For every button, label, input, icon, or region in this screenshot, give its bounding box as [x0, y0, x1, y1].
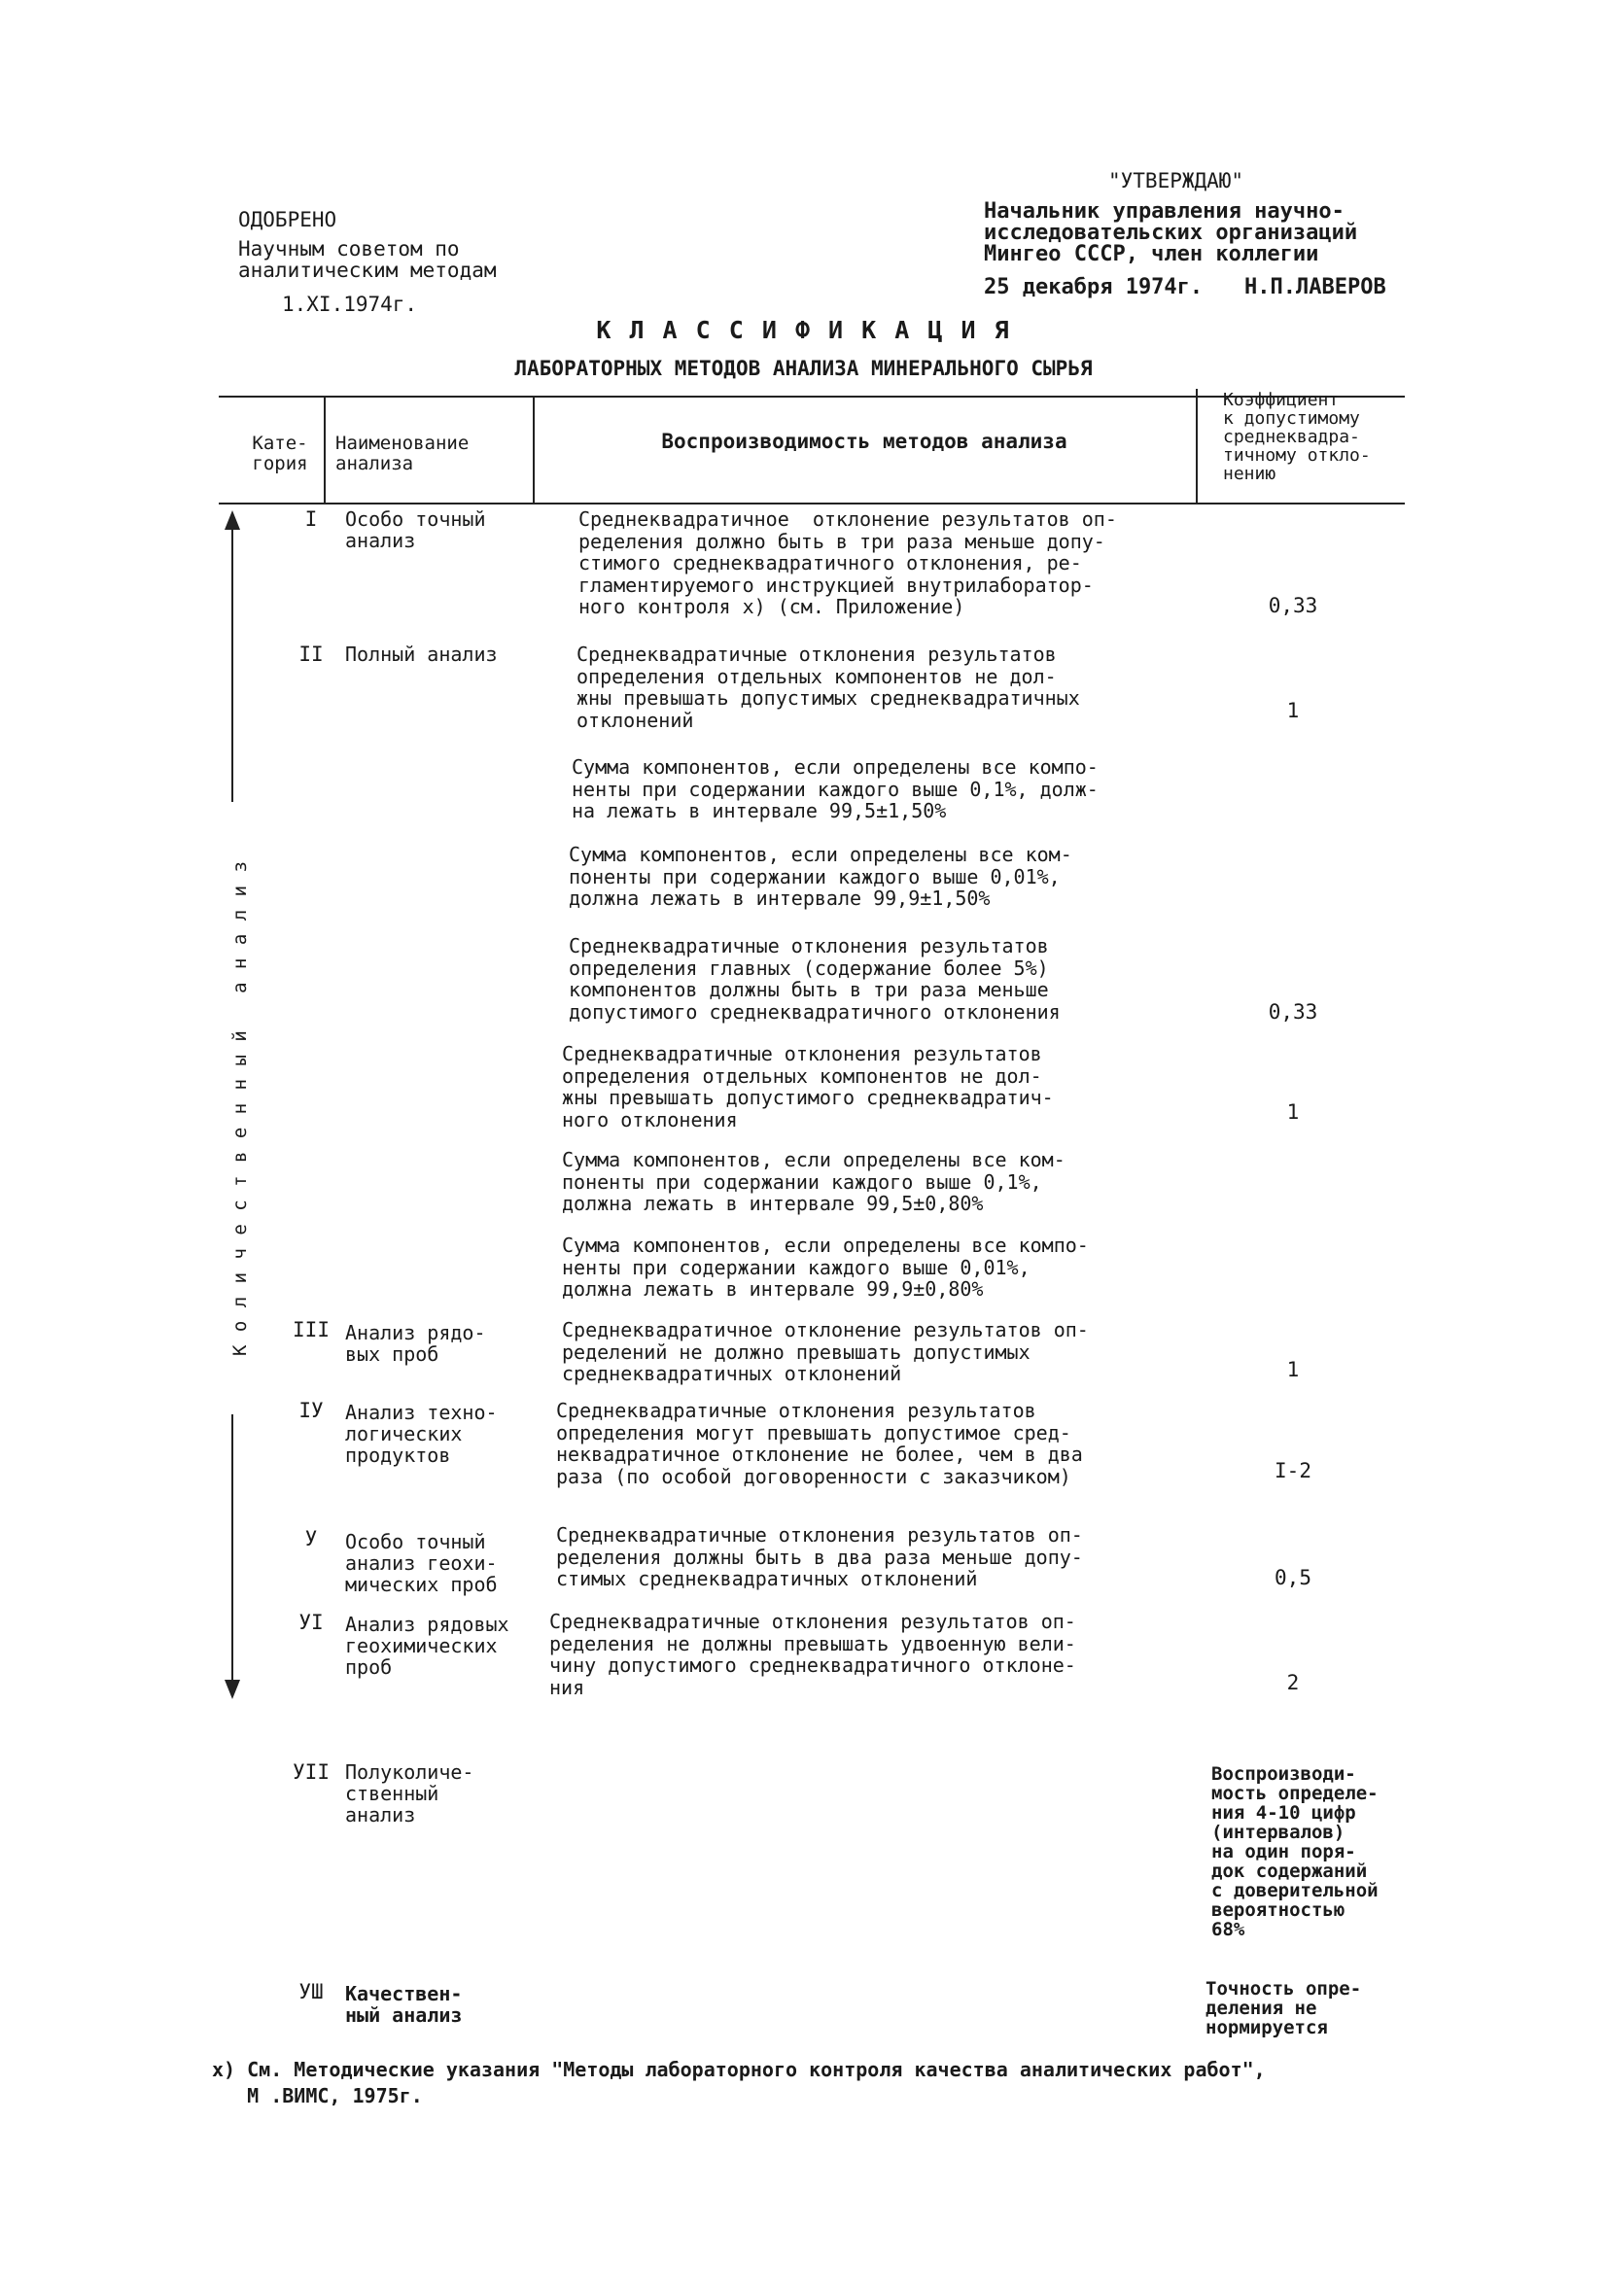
row-11-category: У	[304, 1527, 318, 1550]
row-4-text: Сумма компонентов, если определены все ком- поненты при содержании каждого выше 0,01%, должна лежать в интервале 99,9±1,50%	[569, 843, 1072, 910]
row-9-text: Среднеквадратичное отклонение результатов оп- ределений не должно превышать допустимых среднеквадратичных отклонений	[562, 1318, 1089, 1385]
row-10-coef: I-2	[1275, 1459, 1311, 1482]
row-12-name: Анализ рядовых геохимических проб	[345, 1613, 509, 1679]
row-12-category: УI	[298, 1611, 324, 1634]
bracket-line-upper	[231, 525, 233, 802]
approved-left-label: ОДОБРЕНО	[238, 208, 337, 231]
council-date: 1.ХI.1974г.	[282, 293, 418, 316]
row-12-text: Среднеквадратичные отклонения результатов оп- ределения не должны превышать удвоенную вели- чину допустимого среднеквадратичного отклоне- ния	[549, 1610, 1076, 1699]
row-7-text: Сумма компонентов, если определены все ком- поненты при содержании каждого выше 0,1%, должна лежать в интервале 99,5±0,80%	[562, 1148, 1066, 1215]
row-6-text: Среднеквадратичные отклонения результатов определения отдельных компонентов не дол- жны превышать допустимого среднеквадратич- ного отклонения	[562, 1042, 1054, 1131]
header-coefficient: Коэффициент к допустимому среднеквадра- тичному откло- нению	[1223, 390, 1371, 484]
side-label	[216, 836, 264, 1380]
row-10-text: Среднеквадратичные отклонения результатов определения могут превышать допустимое сред- неквадратичное отклонение не более, чем в два раза (по особой договоренности с заказчиком)	[556, 1399, 1083, 1488]
row-13-coef-text: Воспроизводи- мость определе- ния 4-10 цифр (интервалов) на один поря- док содержаний с доверительной вероятностью 68%	[1211, 1763, 1379, 1940]
row-1-coef: 0,33	[1268, 594, 1318, 617]
row-1-category: I	[304, 507, 318, 531]
col-divider-1	[324, 396, 326, 504]
footnote-line-1: x) См. Методические указания "Методы лабораторного контроля качества аналитических работ",	[212, 2058, 1266, 2081]
row-1-text: Среднеквадратичное отклонение результатов оп- ределения должно быть в три раза меньше допу- стимого среднеквадратичного отклонения, ре- гламентируемого инструкцией внутрилаборатор- ного контроля x) (см. Приложение)	[578, 507, 1117, 618]
footnote-line-2: М .ВИМС, 1975г.	[212, 2084, 423, 2107]
row-14-name: Качествен- ный анализ	[345, 1982, 463, 2027]
row-13-category: УII	[293, 1760, 330, 1784]
row-14-category: УШ	[298, 1980, 324, 2003]
bracket-line-lower	[231, 1414, 233, 1682]
row-11-coef: 0,5	[1275, 1566, 1311, 1589]
row-13-name: Полуколиче- ственный анализ	[345, 1760, 474, 1826]
row-11-name: Особо точный анализ геохи- мических проб	[345, 1530, 498, 1596]
document-subtitle: ЛАБОРАТОРНЫХ МЕТОДОВ АНАЛИЗА МИНЕРАЛЬНОГО СЫРЬЯ	[514, 357, 1093, 380]
approved-right-label: "УТВЕРЖДАЮ"	[1108, 169, 1244, 192]
head-name: Н.П.ЛАВЕРОВ	[1244, 275, 1386, 299]
row-3-text: Сумма компонентов, если определены все компо- ненты при содержании каждого выше 0,1%, долж- на лежать в интервале 99,5±1,50%	[572, 755, 1099, 822]
header-category: Кате- гория	[252, 433, 308, 474]
row-8-text: Сумма компонентов, если определены все компо- ненты при содержании каждого выше 0,01%, должна лежать в интервале 99,9±0,80%	[562, 1234, 1089, 1301]
row-9-coef: 1	[1286, 1358, 1300, 1381]
header-name: Наименование анализа	[335, 433, 470, 474]
header-reproducibility: Воспроизводимость методов анализа	[661, 430, 1067, 453]
head-date: 25 декабря 1974г.	[984, 275, 1204, 299]
arrow-down-icon	[225, 1680, 240, 1699]
document-title: К Л А С С И Ф И К А Ц И Я	[596, 316, 1011, 344]
row-14-coef-text: Точность опре- деления не нормируется	[1205, 1978, 1362, 2038]
row-12-coef: 2	[1286, 1671, 1300, 1694]
row-9-category: III	[293, 1318, 330, 1341]
row-10-name: Анализ техно- логических продуктов	[345, 1401, 498, 1467]
council-line-2: аналитическим методам	[238, 259, 497, 282]
head-line-1: Начальник управления научно-	[984, 199, 1345, 224]
row-9-name: Анализ рядо- вых проб	[345, 1321, 486, 1366]
head-line-2: исследовательских организаций	[984, 221, 1358, 245]
row-5-text: Среднеквадратичные отклонения результатов определения главных (содержание более 5%) компонентов должны быть в три раза меньше допустимого среднеквадратичного отклонения	[569, 934, 1061, 1024]
row-2-name: Полный анализ	[345, 643, 498, 666]
row-6-coef: 1	[1286, 1100, 1300, 1124]
head-line-3: Мингео СССР, член коллегии	[984, 242, 1319, 266]
table-header-rule	[219, 503, 1405, 504]
side-label-text: К о л и ч е с т в е н н ы й а н а л и з	[229, 860, 251, 1356]
row-11-text: Среднеквадратичные отклонения результатов оп- ределения должны быть в два раза меньше допу- стимых среднеквадратичных отклонений	[556, 1523, 1083, 1590]
row-1-name: Особо точный анализ	[345, 507, 486, 552]
council-line-1: Научным советом по	[238, 237, 460, 261]
row-2-text: Среднеквадратичные отклонения результатов определения отдельных компонентов не дол- жны превышать допустимых среднеквадратичных отклонений	[576, 643, 1080, 732]
row-10-category: IУ	[298, 1399, 324, 1422]
row-2-category: II	[298, 643, 324, 666]
col-divider-3	[1196, 389, 1198, 504]
row-5-coef: 0,33	[1268, 1000, 1318, 1024]
row-2-coef: 1	[1286, 699, 1300, 722]
